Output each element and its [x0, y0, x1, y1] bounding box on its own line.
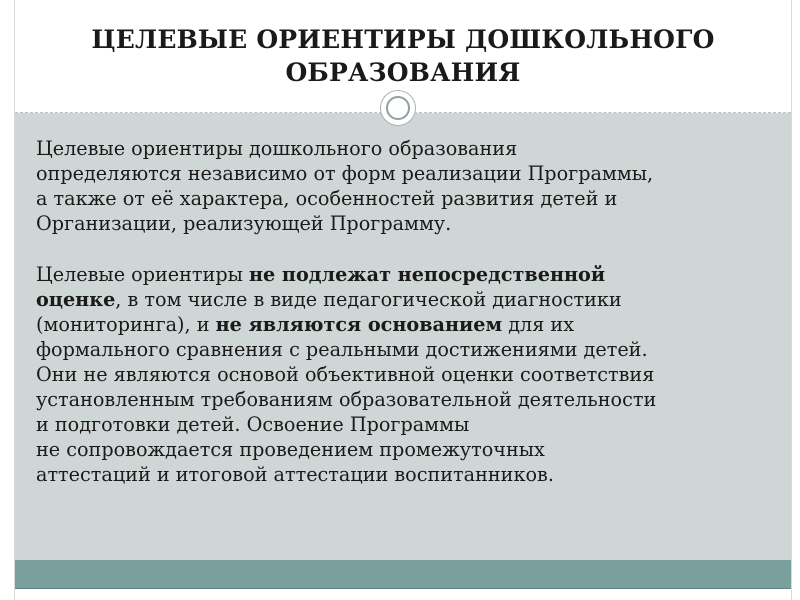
bottom-strip — [15, 560, 791, 588]
paragraph-2-text-2: , в том числе в виде педагогической диагностики (мониторинга), и — [36, 288, 622, 336]
paragraph-1: Целевые ориентиры дошкольного образования определяются независимо от форм реализации Программы, а также от её характера, особенностей развития детей и Организации, реализующей Программу. — [36, 137, 654, 235]
circle-ornament-icon — [380, 90, 416, 126]
paragraph-2-bold-1: не подлежат непосредственной оценке — [36, 263, 606, 311]
paragraph-2-text-1: Целевые ориентиры — [36, 263, 249, 286]
paragraph-2 — [36, 262, 771, 487]
slide-title: ЦЕЛЕВЫЕ ОРИЕНТИРЫ ДОШКОЛЬНОГО ОБРАЗОВАНИЯ — [91, 25, 715, 87]
paragraph-2-bold-2: не являются основанием — [215, 313, 503, 336]
paragraph-2-text-3: для их формального сравнения с реальными достижениями детей. Они не являются основой объективной оценки соответствия установленным требованиям образовательной деятельности и подготовки детей. Освоение Программы не сопровождается проведением промежуточных аттестаций и итоговой аттестации воспитанников. — [36, 313, 657, 486]
bottom-strip-line — [15, 588, 791, 589]
right-frame-line — [791, 0, 792, 600]
slide-content — [36, 136, 771, 513]
